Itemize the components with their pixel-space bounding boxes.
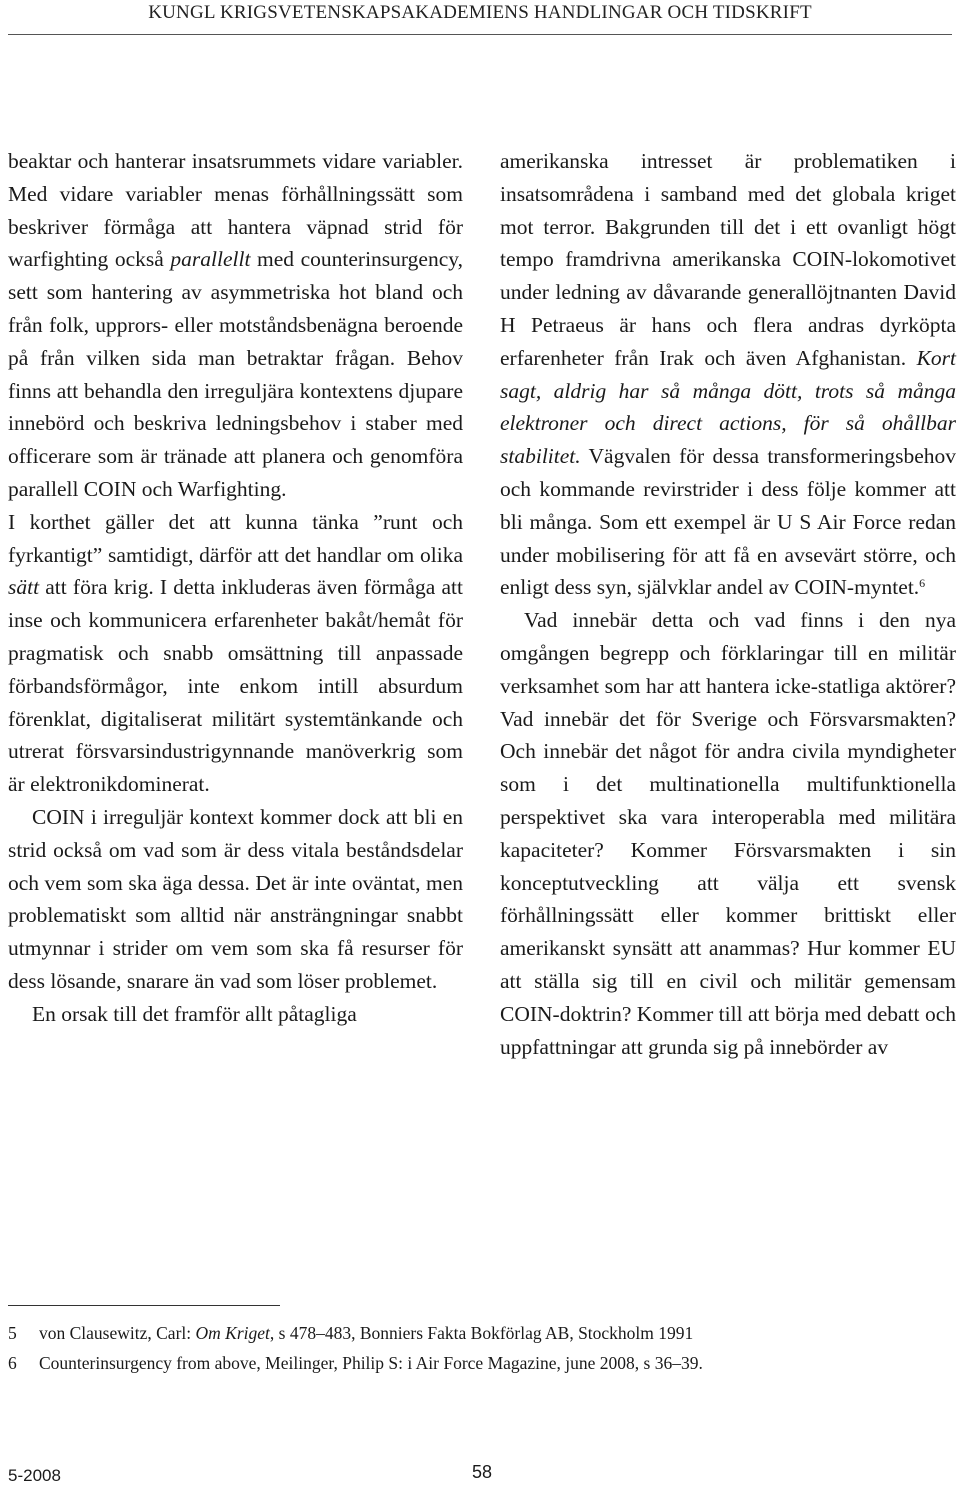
left-paragraph-1: beaktar och hanterar insatsrummets vidare variabler. Med vidare variabler menas förhållningssätt som beskriver förmåga att hantera väpnad strid för warfighting också parallellt med counterinsurgency, sett som hantering av asymmetriska hot bland och från folk, upprors- eller motståndsbenägna beroende på från vilken sida man betraktar frågan. Behov finns att behandla den irreguljära kontextens djupare innebörd och beskriva ledningsbehov i staber med officerare som är tränade att planera och genomföra parallell COIN och Warfighting.	[8, 149, 463, 501]
footnote-5	[8, 1318, 952, 1348]
right-column	[500, 145, 956, 1063]
running-header: KUNGL KRIGSVETENSKAPSAKADEMIENS HANDLINGAR OCH TIDSKRIFT	[148, 2, 812, 23]
left-paragraph-2: I korthet gäller det att kunna tänka ”runt och fyrkantigt” samtidigt, därför att det handlar om olika sätt att föra krig. I detta inkluderas även förmåga att inse och kommunicera erfarenheter bakåt/hemåt för pragmatisk och snabb omsättning till anpassade förbandsförmågor, inte enkom intill absurdum förenklat, digitaliserat militärt systemtänkande och utrerat försvarsindustrigynnande manöverkrig som är elektronikdominerat.	[8, 509, 463, 797]
header-rule	[8, 34, 952, 35]
right-paragraph-2: Vad innebär detta och vad finns i den nya omgången begrepp och förklaringar till en militär verksamhet som har att hantera icke-statliga aktörer? Vad innebär det för Sverige och Försvarsmakten? Och innebär det något för andra civila myndigheter som i det multinationella multifunktionella perspektivet ska vara interoperabla med militära kapaciteter? Kommer Försvarsmakten i sin konceptutveckling att välja ett svensk förhållningssätt eller kommer brittiskt eller amerikanskt synsätt att anammas? Hur kommer EU att ställa sig till en civil och militär gemensam COIN-doktrin? Kommer till att börja med debatt och uppfattningar att grunda sig på innebörder av	[500, 608, 956, 1059]
left-paragraph-4: En orsak till det framför allt påtagliga	[32, 1001, 357, 1026]
footnote-number: 6	[8, 1353, 17, 1373]
footnote-6	[8, 1348, 952, 1378]
left-paragraph-3: COIN i irreguljär kontext kommer dock att bli en strid också om vad som är dess vitala beståndsdelar och vem som ska äga dessa. Det är inte oväntat, men problematiskt som alltid när ansträngningar snabbt utmynnar i strider om vem som ska få resurser för dess lösande, snarare än vad som löser problemet.	[8, 804, 463, 993]
footnote-text: Counterinsurgency from above, Meilinger, Philip S: i Air Force Magazine, june 2008, s 36–39.	[39, 1353, 703, 1373]
page-number: 58	[472, 1462, 493, 1482]
issue-label: 5-2008	[8, 1466, 61, 1485]
footnote-number: 5	[8, 1323, 17, 1343]
footnotes	[8, 1318, 952, 1378]
footnote-ref-6: 6	[919, 576, 926, 591]
footnote-text: von Clausewitz, Carl: Om Kriget, s 478–483, Bonniers Fakta Bokförlag AB, Stockholm 1991	[39, 1323, 694, 1343]
left-column	[8, 145, 463, 1031]
right-paragraph-1: amerikanska intresset är problematiken i insatsområdena i samband med det globala kriget mot terror. Bakgrunden till det i ett ovanligt högt tempo framdrivna amerikanska COIN-lokomotivet under ledning av dåvarande generallöjtnanten David H Petraeus är hans och flera andras dyrköpta erfarenheter från Irak och även Afghanistan. Kort sagt, aldrig har så många dött, trots så många elektroner och direct actions, för så ohållbar stabilitet. Vägvalen för dessa transformeringsbehov och kommande revirstrider i dess följe kommer att bli många. Som ett exempel är U S Air Force redan under mobilisering för att få en avsevärt större, och enligt dess syn, självklar andel av COIN-myntet.$^6$	[500, 149, 956, 600]
footnote-rule	[8, 1305, 280, 1306]
